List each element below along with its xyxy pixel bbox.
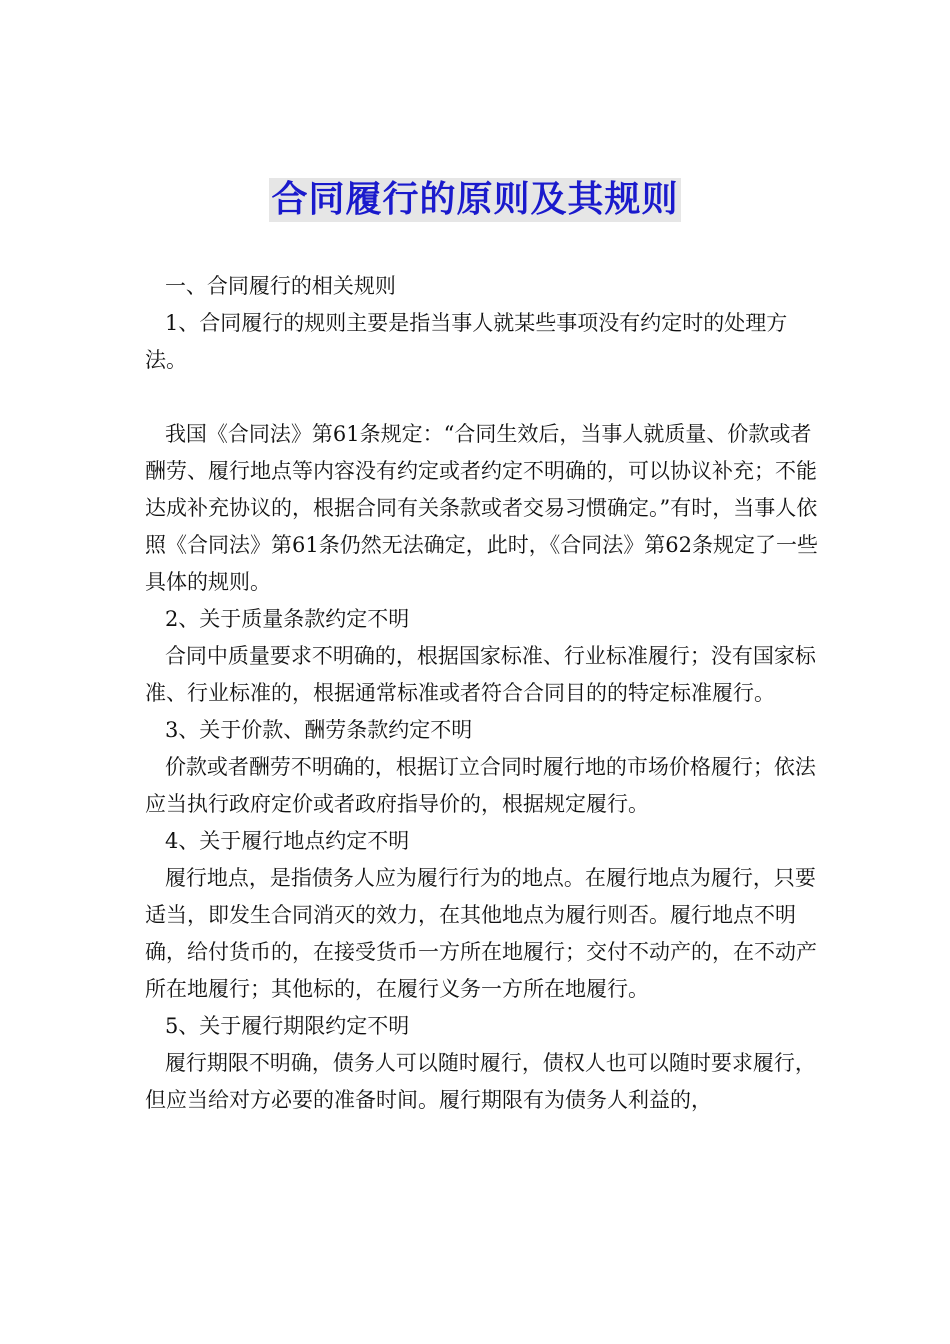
subheading-period: 5、关于履行期限约定不明 [164, 1014, 410, 1038]
document-body [145, 268, 820, 1119]
subheading-place: 4、关于履行地点约定不明 [164, 829, 410, 853]
document-title: 合同履行的原则及其规则 [271, 179, 679, 220]
paragraph-rule-1: 1、合同履行的规则主要是指当事人就某些事项没有约定时的处理方法。 [145, 311, 788, 372]
paragraph-place: 履行地点，是指债务人应为履行行为的地点。在履行地点为履行，只要适当，即发生合同消灭的效力，在其他地点为履行则否。履行地点不明确，给付货币的，在接受货币一方所在地履行；交付不动产的，在不动产所在地履行；其他标的，在履行义务一方所在地履行。 [145, 866, 817, 1001]
blank-line [145, 379, 820, 416]
paragraph-period: 履行期限不明确，债务人可以随时履行，债权人也可以随时要求履行，但应当给对方必要的准备时间。履行期限有为债务人利益的， [145, 1051, 816, 1112]
subheading-price: 3、关于价款、酬劳条款约定不明 [164, 718, 473, 742]
paragraph-article-61: 我国《合同法》第61条规定：“合同生效后，当事人就质量、价款或者酬劳、履行地点等内容没有约定或者约定不明确的，可以协议补充；不能达成补充协议的，根据合同有关条款或者交易习惯确定。”有时，当事人依照《合同法》第61条仍然无法确定，此时，《合同法》第62条规定了一些具体的规则。 [145, 422, 818, 594]
paragraph-price: 价款或者酬劳不明确的，根据订立合同时履行地的市场价格履行；依法应当执行政府定价或者政府指导价的，根据规定履行。 [145, 755, 816, 816]
title-wrapper [0, 178, 950, 222]
section-heading-1: 一、合同履行的相关规则 [164, 274, 396, 298]
paragraph-quality: 合同中质量要求不明确的，根据国家标准、行业标准履行；没有国家标准、行业标准的，根据通常标准或者符合合同目的的特定标准履行。 [145, 644, 816, 705]
subheading-quality: 2、关于质量条款约定不明 [164, 607, 410, 631]
